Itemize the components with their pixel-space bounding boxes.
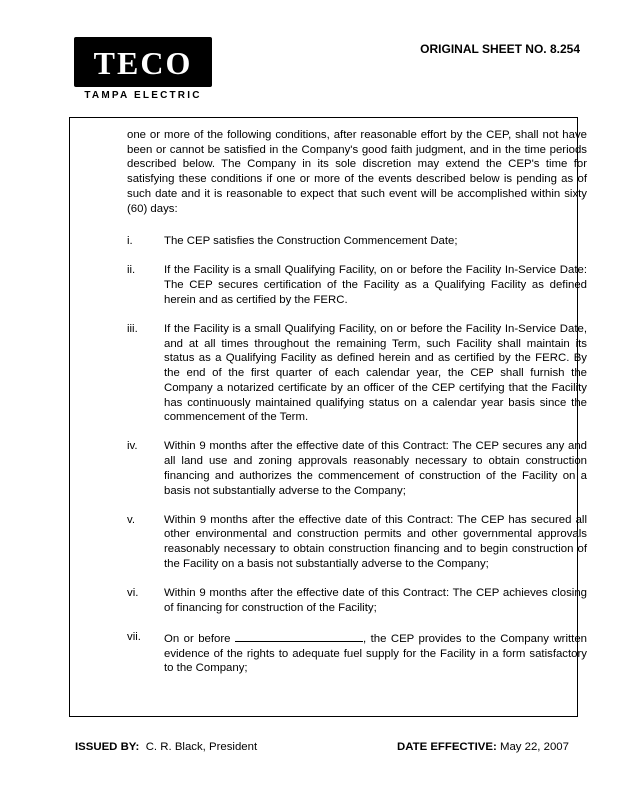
list-item	[127, 586, 587, 615]
item-number: vii.	[127, 630, 141, 643]
item-text: If the Facility is a small Qualifying Facility, on or before the Facility In-Service Date, and at all times throughout the remaining Term, such Facility shall maintain its status as a Qualifying Facility as defined herein and as certified by the FERC. By the end of the first quarter of each calendar year, the CEP shall furnish the Company a notarized certificate by an officer of the CEP certifying that the Facility has continuously maintained qualifying status on a calendar year basis since the commencement of the Term.	[164, 323, 587, 424]
item-text: Within 9 months after the effective date of this Contract: The CEP has secured all other environmental and construction permits and other governmental approvals reasonably necessary to obtain construction financing and to begin construction of the Facility on a basis not substantially adverse to the Company;	[164, 513, 587, 570]
issued-by-value: C. R. Black, President	[145, 741, 258, 753]
list-item	[127, 513, 587, 572]
teco-logo	[74, 37, 212, 87]
list-item	[127, 322, 587, 425]
logo-subtext: TAMPA ELECTRIC	[84, 90, 202, 101]
issued-by	[75, 741, 257, 753]
item-text: Within 9 months after the effective date of this Contract: The CEP achieves closing of financing for construction of the Facility;	[164, 587, 587, 614]
list-item	[127, 234, 587, 249]
item-number: i.	[127, 235, 133, 248]
item-text-before: On or before	[164, 632, 235, 645]
date-effective-value: May 22, 2007	[499, 741, 569, 753]
blank-line	[235, 630, 363, 642]
item-text: If the Facility is a small Qualifying Facility, on or before the Facility In-Service Date: The CEP secures certification of the Facility as a Qualifying Facility as defined herein and as certified by the FERC.	[164, 264, 587, 306]
item-text: Within 9 months after the effective date of this Contract: The CEP secures any and all land use and zoning approvals reasonably necessary to obtain construction financing and authorizes the commencement of construction of the Facility on a basis not substantially adverse to the Company;	[164, 440, 587, 497]
issued-by-label: ISSUED BY:	[75, 741, 140, 753]
sheet-number: ORIGINAL SHEET NO. 8.254	[420, 42, 580, 56]
item-number: ii.	[127, 264, 136, 277]
item-number: vi.	[127, 587, 139, 600]
date-effective	[397, 741, 569, 753]
list-item	[127, 263, 587, 307]
logo-text: TECO	[93, 45, 193, 81]
item-number: iv.	[127, 440, 138, 453]
item-text-after: , the CEP provides to the Company written evidence of the rights to adequate fuel supply for the Facility in a form satisfactory to the Company;	[164, 632, 587, 675]
document-body	[127, 128, 587, 691]
list-item	[127, 439, 587, 498]
intro-paragraph: one or more of the following conditions, after reasonable effort by the CEP, shall not have been or cannot be satisfied in the Company's good faith judgment, and in the time periods described below. The Company in its sole discretion may extend the CEP's time for satisfying these conditions if one or more of the events described below is pending as of such date and it is reasonable to expect that such event will be accomplished within sixty (60) days:	[127, 129, 587, 215]
list-item	[127, 630, 587, 676]
item-text	[164, 630, 587, 676]
date-effective-label: DATE EFFECTIVE:	[397, 741, 497, 753]
item-number: iii.	[127, 323, 138, 336]
item-text: The CEP satisfies the Construction Commencement Date;	[164, 235, 458, 248]
item-number: v.	[127, 513, 136, 526]
